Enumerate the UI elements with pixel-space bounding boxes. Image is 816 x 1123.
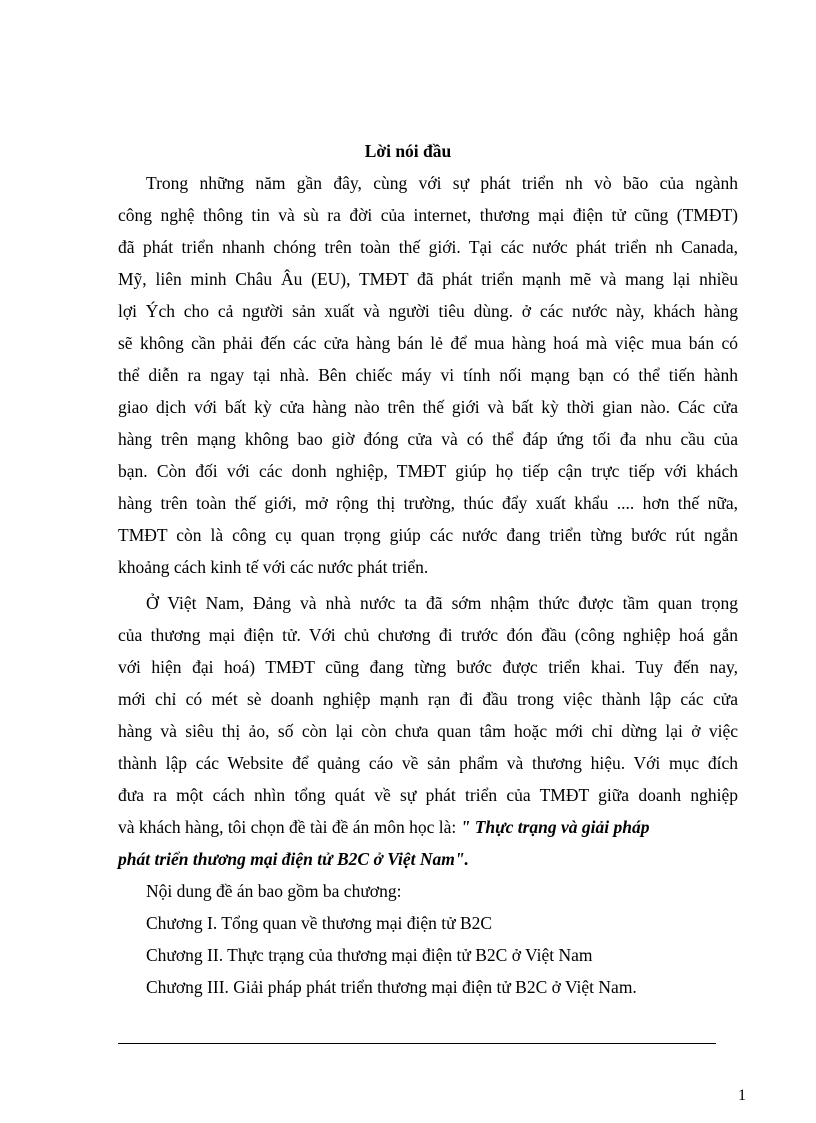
chapter-item: Chương II. Thực trạng của thương mại điện tử B2C ở Việt Nam [146,945,593,965]
paragraph-line: của thương mại điện tử. Với chủ chương đi trước đón đầu (công nghiệp hoá gắn [118,625,738,645]
content-intro: Nội dung đề án bao gồm ba chương: [146,881,402,901]
paragraph-line: đã phát triển nhanh chóng trên toàn thế giới. Tại các nước phát triển nh Canada, [118,237,738,257]
paragraph-line: thành lập các Website để quảng cáo về sản phẩm và thương hiệu. Với mục đích [118,753,738,773]
paragraph-line: hàng trên mạng không bao giờ đóng cửa và có thể đáp ứng tối đa nhu cầu của [118,429,738,449]
topic-title-part2: phát triển thương mại điện tử B2C ở Việt Nam". [118,849,469,869]
chapter-item: Chương I. Tổng quan về thương mại điện tử B2C [146,913,493,933]
paragraph-line: bạn. Còn đối với các donh nghiệp, TMĐT giúp họ tiếp cận trực tiếp với khách [118,461,738,481]
paragraph-line: Trong những năm gần đây, cùng với sự phát triển nh vò bão của ngành [146,173,738,193]
topic-title-part1: " Thực trạng và giải pháp [460,817,650,837]
paragraph-line: khoảng cách kinh tế với các nước phát triển. [118,557,429,577]
paragraph-line: Mỹ, liên minh Châu Âu (EU), TMĐT đã phát triển mạnh mẽ và mang lại nhiều [118,269,738,289]
paragraph-line: lợi Ých cho cả người sản xuất và người tiêu dùng. ở các nước này, khách hàng [118,301,738,321]
topic-intro: và khách hàng, tôi chọn đề tài đề án môn học là: [118,817,457,837]
page-number: 1 [738,1087,746,1104]
paragraph-line: thể diễn ra ngay tại nhà. Bên chiếc máy vi tính nối mạng bạn có thể tiến hành [118,365,738,385]
paragraph-line: giao dịch với bất kỳ cửa hàng nào trên thế giới và bất kỳ thời gian nào. Các cửa [118,397,738,417]
footer-divider [118,1043,716,1044]
paragraph-line: sẽ không cần phải đến các cửa hàng bán lẻ để mua hàng hoá mà việc mua bán có [118,333,738,353]
chapter-item: Chương III. Giải pháp phát triển thương mại điện tử B2C ở Việt Nam. [146,977,637,997]
page-title: Lời nói đầu [364,141,452,161]
paragraph-line: hàng và siêu thị ảo, số còn lại còn chưa quan tâm hoặc mới chỉ dừng lại ở việc [118,721,738,741]
paragraph-line: công nghệ thông tin và sù ra đời của internet, thương mại điện tử cũng (TMĐT) [118,205,738,225]
paragraph-line: TMĐT còn là công cụ quan trọng giúp các nước đang triển từng bước rút ngắn [118,525,738,545]
paragraph-line: hàng trên toàn thế giới, mở rộng thị trường, thúc đẩy xuất khẩu .... hơn thế nữa, [118,493,738,513]
paragraph-line: với hiện đại hoá) TMĐT cũng đang từng bước được triển khai. Tuy đến nay, [118,657,738,677]
paragraph-line: Ở Việt Nam, Đảng và nhà nước ta đã sớm nhậm thức được tầm quan trọng [146,593,738,613]
paragraph-line: đưa ra một cách nhìn tổng quát về sự phát triển của TMĐT giữa doanh nghiệp [118,785,738,805]
topic-line [118,816,738,838]
paragraph-line: mới chỉ có mét sè doanh nghiệp mạnh rạn đi đầu trong việc thành lập các cửa [118,689,738,709]
